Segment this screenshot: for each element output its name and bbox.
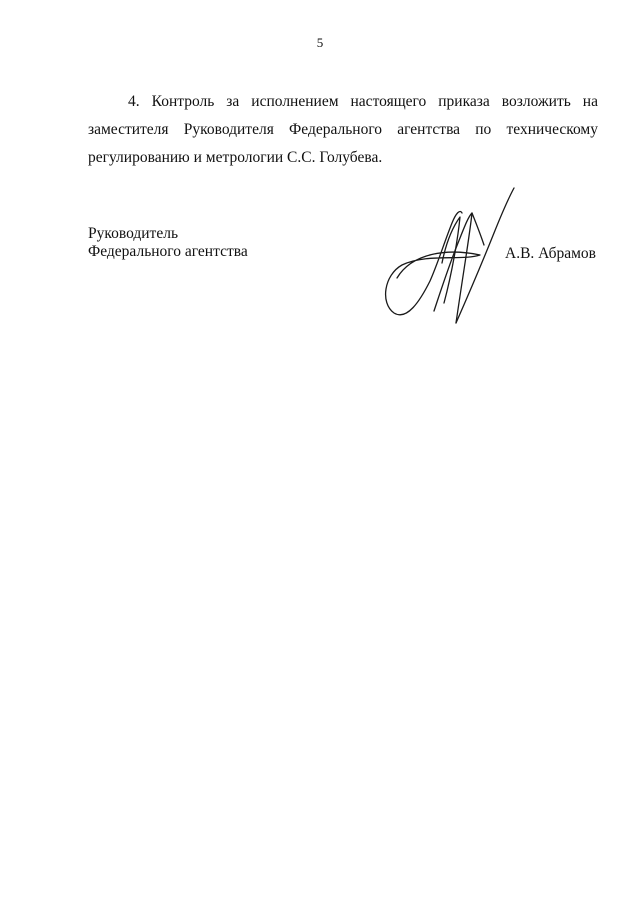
signatory-title [88,225,248,261]
signer-name: А.В. Абрамов [505,245,596,262]
paragraph-line: заместителя Руководителя Федерального агентства по техническому [88,121,598,138]
signatory-title-line: Руководитель [88,225,179,242]
page-number: 5 [316,35,324,50]
paragraph-line: регулированию и метрологии С.С. Голубева. [88,149,383,166]
signature-stroke [472,213,484,245]
order-paragraph [88,88,598,172]
signatory-title-line: Федерального агентства [88,243,248,260]
paragraph-line: 4. Контроль за исполнением настоящего приказа возложить на [128,93,598,110]
handwritten-signature [372,183,522,343]
